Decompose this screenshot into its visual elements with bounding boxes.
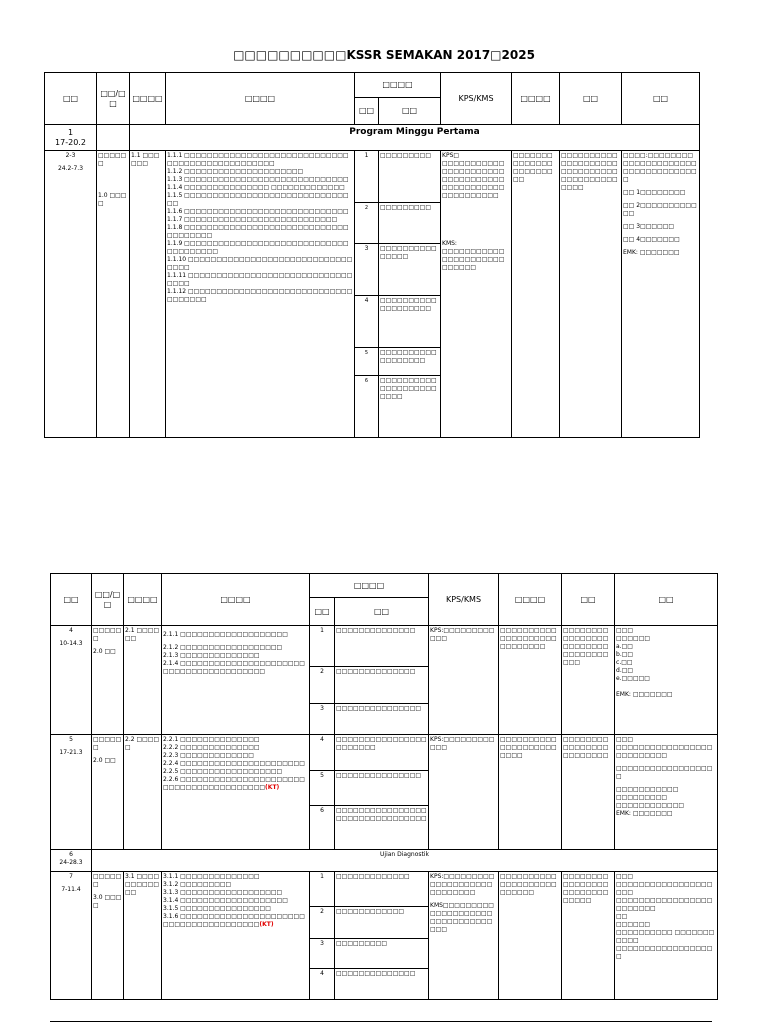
tp-description: □□□□□□□□□□□□□□ xyxy=(335,626,429,667)
tp-number: 1 xyxy=(310,626,335,667)
lesson-plan-table-1 xyxy=(44,72,700,438)
sp-item: 2.1.3 □□□□□□□□□□□□□□ xyxy=(163,652,260,660)
unit-text: 2.0 □□ xyxy=(93,756,116,764)
week-date: 24-28.3 xyxy=(59,859,83,867)
tp-number: 4 xyxy=(310,968,335,999)
sp-item: 2.2.1 □□□□□□□□□□□□□□ xyxy=(163,735,260,743)
sp-item: 3.1.4 □□□□□□□□□□□□□□□□□□□ xyxy=(163,897,288,905)
header-kps-kms: KPS/KMS xyxy=(429,574,499,626)
week-number: 7 xyxy=(69,873,73,881)
catatan-line: □□□□□□□□□□□□□□□□□□□□□□□□□□ xyxy=(616,743,713,759)
tp-number: 6 xyxy=(310,806,335,850)
week-date: 17-20.2 xyxy=(55,137,86,147)
kps-label: KPS□ xyxy=(442,152,460,159)
bbm-cell: □□□□□□□□□□□□□□□□□□□□□□□□ xyxy=(562,734,615,850)
strategi-cell: □□□□□□□□□□□□□□□□□□□□□□□□□□□□ xyxy=(499,626,562,734)
week-number: 4 xyxy=(69,627,73,635)
tp-description: □□□□□□□□□□□□ xyxy=(335,907,429,938)
standard-pembelajaran-cell xyxy=(162,734,310,850)
kps-kms-cell xyxy=(441,151,512,438)
week-number: 2-3 xyxy=(65,152,76,159)
tema-text: □□□□□□ xyxy=(93,627,122,643)
header-standard-pembelajaran: □□□□ xyxy=(162,574,310,626)
header-standard-pembelajaran: □□□□ xyxy=(166,73,355,125)
catatan-line: □□□ xyxy=(616,735,634,743)
standard-kandungan-cell: 1.1 □□□□□□ xyxy=(130,151,166,438)
header-minggu: □□ xyxy=(45,73,97,125)
sp-item: 1.1.9 □□□□□□□□□□□□□□□□□□□□□□□□□□□□□□□□□□□□□□ xyxy=(167,240,349,255)
sp-item xyxy=(163,776,308,792)
catatan-line: □□ 2□□□□□□□□□□□□ xyxy=(623,202,697,217)
catatan-line: b.□□ xyxy=(616,651,634,659)
standard-pembelajaran-cell xyxy=(162,626,310,734)
tp-description: □□□□□□□□□□□□□□□□□□□□□□□□□□□□□□□□ xyxy=(335,806,429,850)
sp-item: 2.1.2 □□□□□□□□□□□□□□□□□□ xyxy=(163,644,283,652)
strategi-cell: □□□□□□□□□□□□□□□□□□□□□□□□ xyxy=(499,734,562,850)
strategi-cell: □□□□□□□□□□□□□□□□□□□□□□□□□□ xyxy=(499,872,562,1000)
program-minggu-pertama: Program Minggu Pertama xyxy=(130,125,700,151)
sp-item: 1.1.6 □□□□□□□□□□□□□□□□□□□□□□□□□□□□□ xyxy=(167,208,349,215)
tp-description: □□□□□□□□□□□□□□□□□□ xyxy=(379,348,441,376)
header-minggu: □□ xyxy=(51,574,92,626)
catatan-line: EMK: □□□□□□□ xyxy=(616,691,673,699)
catatan-line: □□□□□□ xyxy=(616,635,651,643)
header-strategi: □□□□ xyxy=(499,574,562,626)
header-standard-kandungan: □□□□ xyxy=(130,73,166,125)
sp-item-text: 3.1.6 □□□□□□□□□□□□□□□□□□□□□□□□□□□□□□□□□□□□□□□ xyxy=(163,913,305,929)
sp-item: 1.1.8 □□□□□□□□□□□□□□□□□□□□□□□□□□□□□□□□□□□□□ xyxy=(167,224,349,239)
kt-marker: (KT) xyxy=(265,783,280,791)
week-date: 24.2-7.3 xyxy=(57,165,84,172)
tp-description: □□□□□□□□□ xyxy=(335,938,429,968)
sp-item: 1.1.2 □□□□□□□□□□□□□□□□□□□□□ xyxy=(167,168,304,175)
sp-item: 1.1.10 □□□□□□□□□□□□□□□□□□□□□□□□□□□□□□□□□ xyxy=(167,256,353,271)
week-6-cell xyxy=(51,850,92,872)
sp-item: 2.1.4 □□□□□□□□□□□□□□□□□□□□□□□□□□□□□□□□□□□□□□□□ xyxy=(163,660,305,676)
header-catatan: □□ xyxy=(615,574,718,626)
sp-item: 2.2.5 □□□□□□□□□□□□□□□□□□ xyxy=(163,767,283,775)
tema-unit-cell xyxy=(92,734,124,850)
header-tafsiran: □□ xyxy=(335,598,429,626)
tp-number: 3 xyxy=(310,703,335,734)
unit-text: 1.0 □□□□ xyxy=(98,192,127,207)
header-standard-prestasi: □□□□ xyxy=(355,73,441,98)
sp-item: 2.2.2 □□□□□□□□□□□□□□ xyxy=(163,743,260,751)
ujian-diagnostik: Ujian Diagnostik xyxy=(92,850,718,872)
header-tp: □□ xyxy=(355,98,379,125)
catatan-line: □□□□□□□□□□□□□□□□□□□□□□□□ xyxy=(616,897,713,913)
catatan-line: □□ xyxy=(616,913,628,921)
week-4-cell xyxy=(51,626,92,734)
kms-text: KMS□□□□□□□□□□□□□□□□□□□□□□□□□□□□□□□□□□ xyxy=(430,902,494,934)
week-7-cell xyxy=(51,872,92,1000)
tp-number: 6 xyxy=(355,376,379,438)
catatan-line: □□ 1□□□□□□□□ xyxy=(623,189,686,196)
sp-item: 1.1.5 □□□□□□□□□□□□□□□□□□□□□□□□□□□□□□□ xyxy=(167,192,349,207)
catatan-cell xyxy=(615,626,718,734)
week-date: 10-14.3 xyxy=(59,640,83,648)
kms-label: KMS: xyxy=(442,240,457,247)
tp-number: 3 xyxy=(310,938,335,968)
tp-description: □□□□□□□□□□□□□□□□□□□□□□□□ xyxy=(379,376,441,438)
header-tafsiran: □□ xyxy=(379,98,441,125)
tp-number: 3 xyxy=(355,244,379,296)
unit-text: 3.0 □□□□ xyxy=(93,894,122,910)
tp-description: □□□□□□□□□□□□□□□□□□□ xyxy=(379,296,441,348)
page-title: □□□□□□□□□□KSSR SEMAKAN 2017□2025 xyxy=(233,48,535,62)
header-kps-kms: KPS/KMS xyxy=(441,73,512,125)
sp-item: 3.1.1 □□□□□□□□□□□□□□ xyxy=(163,873,260,881)
week-1-cell xyxy=(45,125,97,151)
kps-text: KPS:□□□□□□□□□□□□□□□□□□□□□□□□□□□□ xyxy=(430,873,495,897)
kps-kms-cell: KPS:□□□□□□□□□□□□ xyxy=(429,734,499,850)
header-standard-kandungan: □□□□ xyxy=(124,574,162,626)
sp-item: 1.1.11 □□□□□□□□□□□□□□□□□□□□□□□□□□□□□□□□□ xyxy=(167,272,353,287)
tp-description: □□□□□□□□□□□□□□□ xyxy=(335,770,429,805)
tp-description: □□□□□□□□□□□□□ xyxy=(335,872,429,907)
kps-text: □□□□□□□□□□□□□□□□□□□□□□□□□□□□□□□□□□□□□□□□□□□□□□□□□□□□□□ xyxy=(442,160,505,199)
sp-item: 1.1.1 □□□□□□□□□□□□□□□□□□□□□□□□□□□□□□□□□□□□□□□□□□□□□□□□ xyxy=(167,152,349,167)
tema-unit-cell xyxy=(97,151,130,438)
sp-item: 1.1.4 □□□□□□□□□□□□□□□ □□□□□□□□□□□□□ xyxy=(167,184,345,191)
sp-item: 2.2.3 □□□□□□□□□□□□□ xyxy=(163,751,254,759)
tema-unit-cell xyxy=(92,626,124,734)
catatan-cell xyxy=(615,872,718,1000)
header-standard-prestasi: □□□□ xyxy=(310,574,429,598)
header-bbm: □□ xyxy=(562,574,615,626)
catatan-line: □□□□□□ xyxy=(616,921,651,929)
catatan-line: □□□□□□□□□□□□□□□□□□□□ xyxy=(616,881,713,897)
tp-number: 4 xyxy=(310,734,335,770)
tp-description: □□□□□□□□□ xyxy=(379,151,441,203)
tema-unit-cell xyxy=(92,872,124,1000)
tema-text: □□□□□□ xyxy=(93,735,122,751)
catatan-line: □□□□□□□□□□ □□□□□□□□□□□ xyxy=(616,929,715,945)
sp-item-text: 2.2.6 □□□□□□□□□□□□□□□□□□□□□□□□□□□□□□□□□□□□□□□□ xyxy=(163,775,305,791)
catatan-line: □□□□:□□□□□□□□□□□□□□□□□□□□□□□□□□□□□□□□□□□ xyxy=(623,152,697,183)
standard-pembelajaran-cell xyxy=(166,151,355,438)
tp-description: □□□□□□□□□□□□□□□ xyxy=(379,244,441,296)
sp-item: 3.1.2 □□□□□□□□□ xyxy=(163,881,232,889)
standard-pembelajaran-cell xyxy=(162,872,310,1000)
catatan-line: □□□□□□□□□□□□□□□□□□ xyxy=(616,945,713,961)
catatan-line: □□ 3□□□□□□ xyxy=(623,223,675,230)
header-tema-unit: □□/□□ xyxy=(97,73,130,125)
tp-description: □□□□□□□□□□□□□□ xyxy=(335,968,429,999)
header-tema-unit: □□/□□ xyxy=(92,574,124,626)
tema-text: □□□□□□ xyxy=(98,152,127,167)
tp-number: 4 xyxy=(355,296,379,348)
sp-item: 3.1.5 □□□□□□□□□□□□□□□□ xyxy=(163,905,271,913)
catatan-line: d.□□ xyxy=(616,667,634,675)
tp-description: □□□□□□□□□□□□□□ xyxy=(335,667,429,703)
catatan-line: □□ 4□□□□□□□ xyxy=(623,236,680,243)
tp-description: □□□□□□□□□ xyxy=(379,203,441,244)
week-date: 17-21.3 xyxy=(59,748,83,756)
catatan-line: □□□ xyxy=(616,873,634,881)
unit-text: 2.0 □□ xyxy=(93,648,116,656)
next-table-edge xyxy=(50,1021,712,1025)
catatan-cell xyxy=(622,151,700,438)
tp-number: 5 xyxy=(310,770,335,805)
standard-kandungan-cell: 3.1 □□□□□□□□□□□□ xyxy=(124,872,162,1000)
bbm-cell: □□□□□□□□□□□□□□□□□□□□□□□□□□□□□ xyxy=(562,872,615,1000)
tp-number: 2 xyxy=(310,667,335,703)
catatan-line: □□□□□□□□□□□□ xyxy=(616,801,685,809)
lesson-plan-table-2 xyxy=(50,573,718,1000)
tp-description: □□□□□□□□□□□□□□□ xyxy=(335,703,429,734)
week-number: 6 xyxy=(69,851,73,859)
tp-number: 5 xyxy=(355,348,379,376)
tp-number: 2 xyxy=(355,203,379,244)
catatan-line: EMK: □□□□□□□ xyxy=(616,809,673,817)
standard-kandungan-cell: 2.1 □□□□□□ xyxy=(124,626,162,734)
bbm-cell: □□□□□□□□□□□□□□□□□□□□□□□□□□□□□□□□□□□□□□□□□□□□ xyxy=(560,151,622,438)
tp-number: 2 xyxy=(310,907,335,938)
tema-text: □□□□□□ xyxy=(93,873,122,889)
sp-item: 1.1.3 □□□□□□□□□□□□□□□□□□□□□□□□□□□□□ xyxy=(167,176,349,183)
kms-text: □□□□□□□□□□□□□□□□□□□□□□□□□□□□ xyxy=(442,248,505,271)
catatan-line: □□□□□□□□□□□ xyxy=(616,785,679,793)
sp-item xyxy=(163,913,308,929)
header-tp: □□ xyxy=(310,598,335,626)
catatan-line: a.□□ xyxy=(616,643,633,651)
bbm-cell: □□□□□□□□□□□□□□□□□□□□□□□□□□□□□□□□□□□ xyxy=(562,626,615,734)
empty-cell xyxy=(97,125,130,151)
catatan-line: □□□ xyxy=(616,627,634,635)
catatan-line: e.□□□□□ xyxy=(616,675,650,683)
tp-number: 1 xyxy=(310,872,335,907)
standard-kandungan-cell: 2.2 □□□□□ xyxy=(124,734,162,850)
catatan-line: c.□□ xyxy=(616,659,633,667)
sp-item: 2.1.1 □□□□□□□□□□□□□□□□□□□ xyxy=(163,631,288,639)
catatan-line: EMK: □□□□□□□ xyxy=(623,249,680,256)
week-number: 1 xyxy=(67,127,74,137)
sp-item: 2.2.4 □□□□□□□□□□□□□□□□□□□□□□ xyxy=(163,759,305,767)
tp-description: □□□□□□□□□□□□□□□□□□□□□□□ xyxy=(335,734,429,770)
week-2-3-cell xyxy=(45,151,97,438)
kt-marker: (KT) xyxy=(259,921,274,929)
sp-item: 1.1.7 □□□□□□□□□□□□□□□□□□□□□□□□□□□ xyxy=(167,216,338,223)
header-strategi: □□□□ xyxy=(512,73,560,125)
week-5-cell xyxy=(51,734,92,850)
week-number: 5 xyxy=(69,735,73,743)
catatan-line: □□□□□□□□□□□□□□□□□□ xyxy=(616,764,713,780)
sp-item: 1.1.12 □□□□□□□□□□□□□□□□□□□□□□□□□□□□□□□□□□□□ xyxy=(167,288,353,303)
sp-item: 3.1.3 □□□□□□□□□□□□□□□□□□ xyxy=(163,889,283,897)
kps-kms-cell xyxy=(429,872,499,1000)
week-date: 7-11.4 xyxy=(61,886,81,894)
catatan-cell xyxy=(615,734,718,850)
header-catatan: □□ xyxy=(622,73,700,125)
kps-kms-cell: KPS:□□□□□□□□□□□□ xyxy=(429,626,499,734)
catatan-line: □□□□□□□□□ xyxy=(616,793,668,801)
header-bbm: □□ xyxy=(560,73,622,125)
strategi-cell: □□□□□□□□□□□□□□□□□□□□□□□ xyxy=(512,151,560,438)
tp-number: 1 xyxy=(355,151,379,203)
